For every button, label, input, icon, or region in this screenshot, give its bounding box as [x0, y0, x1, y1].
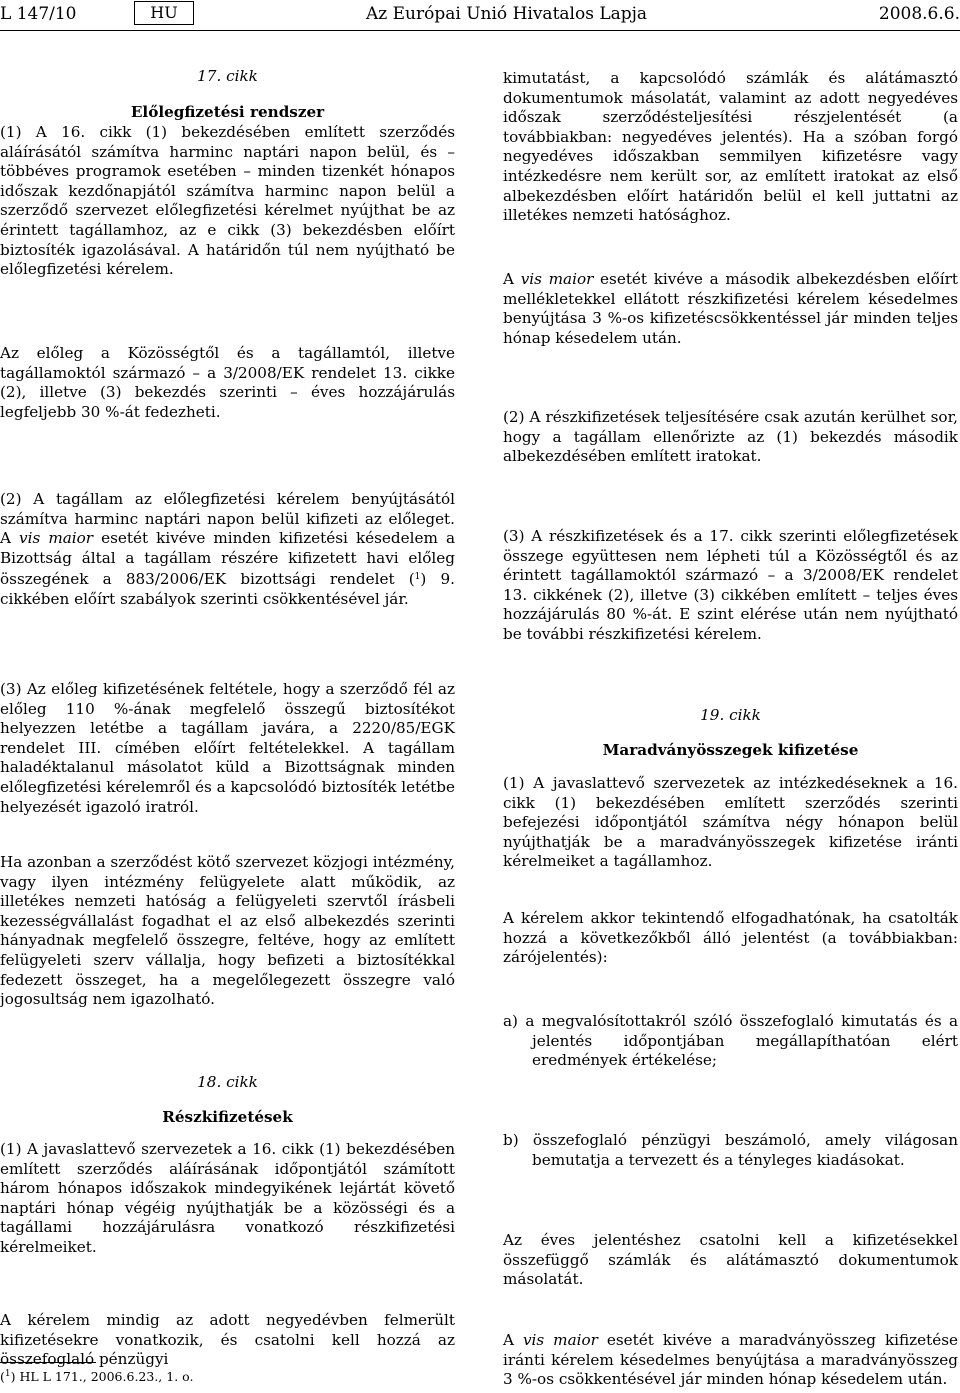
journal-title: Az Európai Unió Hivatalos Lapja — [366, 4, 648, 24]
article-17-para-1b: Az előleg a Közösségtől és a tagállamtól, illetve tagállamoktól származó – a 3/2008/EK rendelet 13. cikke (2), illetve (3) bekezdés szerinti – éves hozzájárulás legfeljebb 30 %-át fedezheti. — [0, 344, 455, 421]
article-18-number: 18. cikk — [197, 1073, 258, 1091]
article-17-number: 17. cikk — [197, 67, 258, 85]
article-18-para-1d: A vis maior esetét kivéve a második albekezdésben előírt mellékletekkel ellátott részkifizetési kérelem késedelmes benyújtása 3 %-os kifizetéscsökkentéssel jár minden teljes hónap késedelem után. — [503, 270, 958, 347]
article-19-para-1: (1) A javaslattevő szervezetek az intézkedéseknek a 16. cikk (1) bekezdésében említett szerződés szerinti befejezési időpontjától számítva négy hónapon belül nyújthatják be a maradványösszegek kifizetése iránti kérelmeiket a tagállamhoz. — [503, 774, 958, 871]
vis-maior-term: vis maior — [19, 529, 94, 548]
list-item-a: a) a megvalósítottakról szóló összefoglaló kimutatás és a jelentés időpontjában megállapíthatóan elért eredmények értékelése; — [503, 1012, 958, 1070]
footnote-ref: 1 — [414, 572, 421, 583]
vis-maior-term: vis maior — [522, 1331, 598, 1349]
article-18-para-1b: A kérelem mindig az adott negyedévben felmerült kifizetésekre vonatkozik, és csatolni kell hozzá az összefoglaló pénzügyi — [0, 1311, 455, 1369]
article-17-para-3: (3) Az előleg kifizetésének feltétele, hogy a szerződő fél az előleg 110 %-ának megfelelő összegű biztosítékot helyezzen letétbe a tagállam javára, a 2220/85/EGK rendelet III. címében előírt feltételekkel. A tagállam haladéktalanul másolatot küld a Bizottságnak minden előlegfizetési kérelemről és a kapcsolódó biztosíték letétbe helyezését igazoló iratról. — [0, 680, 455, 816]
article-18-para-3: (3) A részkifizetések és a 17. cikk szerinti előlegfizetések összege együttesen nem lépheti túl a Közösségtől és az érintett tagállamoktól származó – a 3/2008/EK rendelet 13. cikkének (2), illetve (3) cikkében említett – teljes éves hozzájárulás 80 %-át. E szint elérése után nem nyújtható be további részkifizetési kérelem. — [503, 527, 958, 643]
footnote-rule — [0, 1362, 96, 1363]
footnote-mark: 1 — [4, 1369, 11, 1379]
page-reference: L 147/10 — [0, 4, 77, 24]
header-rule — [0, 30, 960, 31]
article-18-para-1c: kimutatást, a kapcsolódó számlák és alátámasztó dokumentumok másolatát, valamint az adott negyedéves időszak szerződésteljesítési részjelentését (a továbbiakban: negyedéves jelentés). Ha a szóban forgó negyedéves időszakban semmilyen kifizetésre vagy intézkedésre nem került sor, az említett iratokat az első albekezdésben előírt határidőn belül el kell juttatni az illetékes nemzeti hatósághoz. — [503, 69, 958, 225]
article-17-para-3b: Ha azonban a szerződést kötő szervezet közjogi intézmény, vagy ilyen intézmény felügyelete alatt működik, az illetékes nemzeti hatóság a felügyeleti szervtől írásbeli kezességvállalást fogadhat el az első albekezdés szerinti hányadnak megfelelő összegre, feltéve, hogy az említett felügyeleti szerv vállalja, hogy befizeti a biztosítékkal fedezett összeget, ha a megelőlegezett összegre való jogosultság nem igazolható. — [0, 853, 455, 1009]
article-19-para-1d: A vis maior esetét kivéve a maradványösszeg kifizetése iránti kérelem késedelmes benyújtása a maradványösszeg 3 %-os csökkentésével jár minden hónap késedelem után. — [503, 1331, 958, 1389]
article-19-number: 19. cikk — [700, 706, 761, 724]
article-19-title: Maradványösszegek kifizetése — [602, 741, 859, 759]
language-badge: HU — [134, 1, 194, 25]
article-17-title: Előlegfizetési rendszer — [130, 103, 325, 121]
article-17-para-2: (2) A tagállam az előlegfizetési kérelem benyújtásától számítva harminc naptári napon belül kifizeti az előleget. A vis maior esetét kivéve minden kifizetési késedelem a Bizottság által a tagállam részére kifizetett havi előleg összegének a 883/2006/EK bizottsági rendelet ($^1$) 9. cikkében előírt szabályok szerinti csökkentésével jár. — [0, 490, 456, 608]
article-18-title: Részkifizetések — [162, 1108, 293, 1126]
article-17-para-1: (1) A 16. cikk (1) bekezdésében említett szerződés aláírásától számítva harminc naptári napon belül, és – többéves programok esetében – minden tizenkét hónapos időszak kezdőnapjától számítva harminc napon belül a szerződő szervezet előlegfizetési kérelmet nyújthat be az érintett tagállamhoz, az e cikk (3) bekezdésben előírt biztosíték igazolásával. A határidőn túl nem nyújtható be előlegfizetési kérelem. — [0, 123, 455, 279]
vis-maior-term: vis maior — [520, 270, 594, 288]
article-18-para-1: (1) A javaslattevő szervezetek a 16. cikk (1) bekezdésében említett szerződés aláírásának időpontjától számított három hónapos időszakok mindegyikének lejártát követő naptári hónap végéig nyújthatják be a közösségi és a tagállami hozzájárulásra vonatkozó részkifizetési kérelmeiket. — [0, 1140, 455, 1256]
footnote: ($^1$) HL L 171., 2006.6.23., 1. o. — [0, 1369, 194, 1384]
article-19-para-1b: A kérelem akkor tekintendő elfogadhatónak, ha csatolták hozzá a következőkből álló jelentést (a továbbiakban: zárójelentés): — [503, 909, 958, 967]
list-item-b: b) összefoglaló pénzügyi beszámoló, amely világosan bemutatja a tervezett és a tényleges kiadásokat. — [503, 1131, 958, 1169]
footnote-text: ) HL L 171., 2006.6.23., 1. o. — [10, 1369, 194, 1384]
article-18-para-2: (2) A részkifizetések teljesítésére csak azután kerülhet sor, hogy a tagállam ellenőrizte az (1) bekezdés második albekezdésében említett iratokat. — [503, 408, 958, 466]
publication-date: 2008.6.6. — [878, 4, 960, 24]
article-19-para-1c: Az éves jelentéshez csatolni kell a kifizetésekkel összefüggő számlák és alátámasztó dokumentumok másolatát. — [503, 1231, 958, 1289]
page-header — [0, 0, 960, 30]
